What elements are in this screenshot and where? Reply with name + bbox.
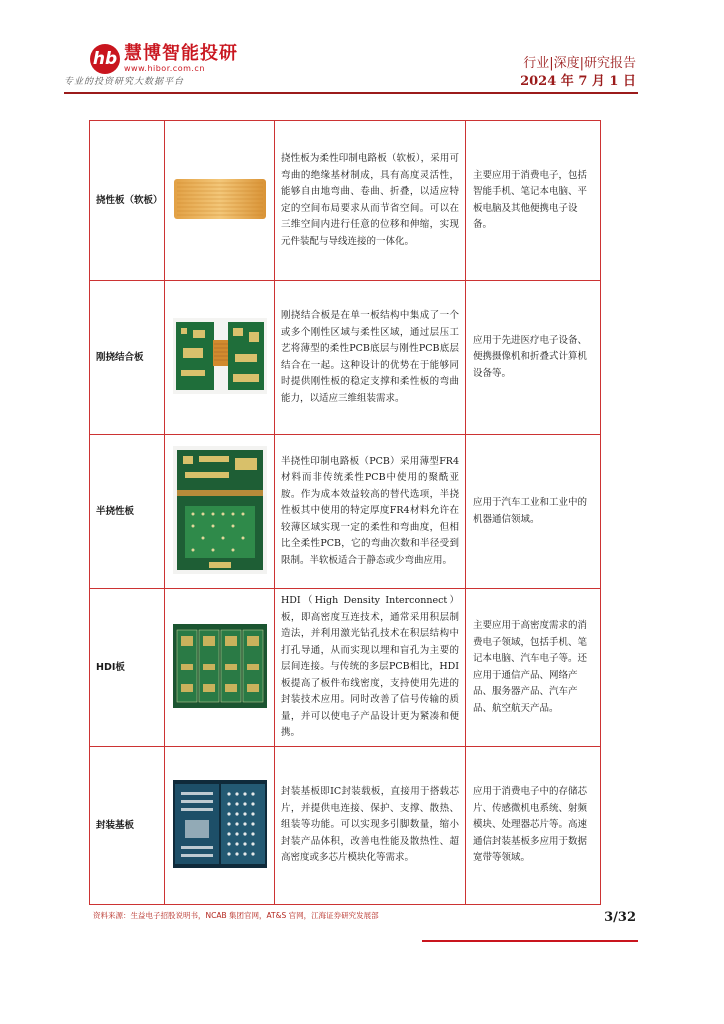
flexible-pcb-image [173,177,267,221]
row-description: 封装基板即IC封装载板，直接用于搭载芯片，并提供电连接、保护、支撑、散热、组装等功能。可以实现多引脚数量，缩小封装产品体积，改善电性能及散热性、超高密度或多芯片模块化等需求。 [275,747,466,905]
row-application: 应用于汽车工业和工业中的机器通信领域。 [466,435,601,589]
table-row [90,121,601,281]
footer-divider [422,940,638,942]
logo [90,44,238,74]
row-application: 应用于消费电子中的存储芯片、传感微机电系统、射频模块、处理器芯片等。高速通信封装基板多应用于数据宽带等领域。 [466,747,601,905]
logo-mark-icon: hb [90,44,120,74]
table-row [90,281,601,435]
row-description: 半挠性印制电路板（PCB）采用薄型FR4材料而非传统柔性PCB中使用的聚酰亚胺。作为成本效益较高的替代选项，半挠性板其中使用的特定厚度FR4材料允许在较薄区域实现一定的柔性和弯曲度，但相比全柔性PCB，它的弯曲次数和半径受到限制。半软板适合于静态或少弯曲应用。 [275,435,466,589]
slogan: 专业的投资研究大数据平台 [64,77,185,87]
row-application: 应用于先进医疗电子设备、便携摄像机和折叠式计算机设备等。 [466,281,601,435]
logo-name: 慧博智能投研 [124,43,238,64]
table-row [90,435,601,589]
table-row [90,589,601,747]
logo-url: www.hibor.com.cn [124,64,205,73]
row-name: 挠性板（软板） [90,121,165,281]
header-divider [64,92,638,94]
row-name: HDI板 [90,589,165,747]
source-note: 资料来源：生益电子招股说明书，NCAB 集团官网，AT&S 官网，江海证券研究发展部 [93,911,379,920]
package-substrate-image [173,780,267,868]
row-application: 主要应用于消费电子，包括智能手机、笔记本电脑、平板电脑及其他便携电子设备。 [466,121,601,281]
row-name: 封装基板 [90,747,165,905]
report-type: 行业|深度|研究报告 [523,56,636,71]
row-description: 刚挠结合板是在单一板结构中集成了一个或多个刚性区域与柔性区域，通过层压工艺将薄型的柔性PCB底层与刚性PCB底层结合在一起。这种设计的优势在于能够同时提供刚性板的稳定支撑和柔性板的弯曲能力，以适应三维组装需求。 [275,281,466,435]
row-name: 半挠性板 [90,435,165,589]
row-description: HDI（High Density Interconnect）板，即高密度互连技术，通常采用积层制造法，并利用激光钻孔技术在积层结构中打孔导通，从而实现以埋和盲孔为主要的层间连接。与传统的多层PCB相比，HDI板提高了板件布线密度，支持使用先进的封装技术应用。同时改善了信号传输的质量，并可以使电子产品设计更为紧凑和便携。 [275,589,466,747]
row-description: 挠性板为柔性印制电路板（软板），采用可弯曲的绝缘基材制成，具有高度灵活性，能够自由地弯曲、卷曲、折叠，以适应特定的空间布局要求从而节省空间。可以在三维空间内进行任意的位移和伸缩，实现元件装配与导线连接的一体化。 [275,121,466,281]
table-row [90,747,601,905]
row-name: 刚挠结合板 [90,281,165,435]
page-number: 3/32 [604,910,636,925]
report-date: 2024 年 7 月 1 日 [520,74,636,89]
pcb-types-table [89,120,601,905]
rigid-flex-pcb-image [173,318,267,394]
semi-flex-pcb-image [173,446,267,574]
hdi-board-image [173,624,267,708]
row-application: 主要应用于高密度需求的消费电子领域，包括手机、笔记本电脑、汽车电子等。还应用于通信产品、网络产品、服务器产品、汽车产品、航空航天产品。 [466,589,601,747]
